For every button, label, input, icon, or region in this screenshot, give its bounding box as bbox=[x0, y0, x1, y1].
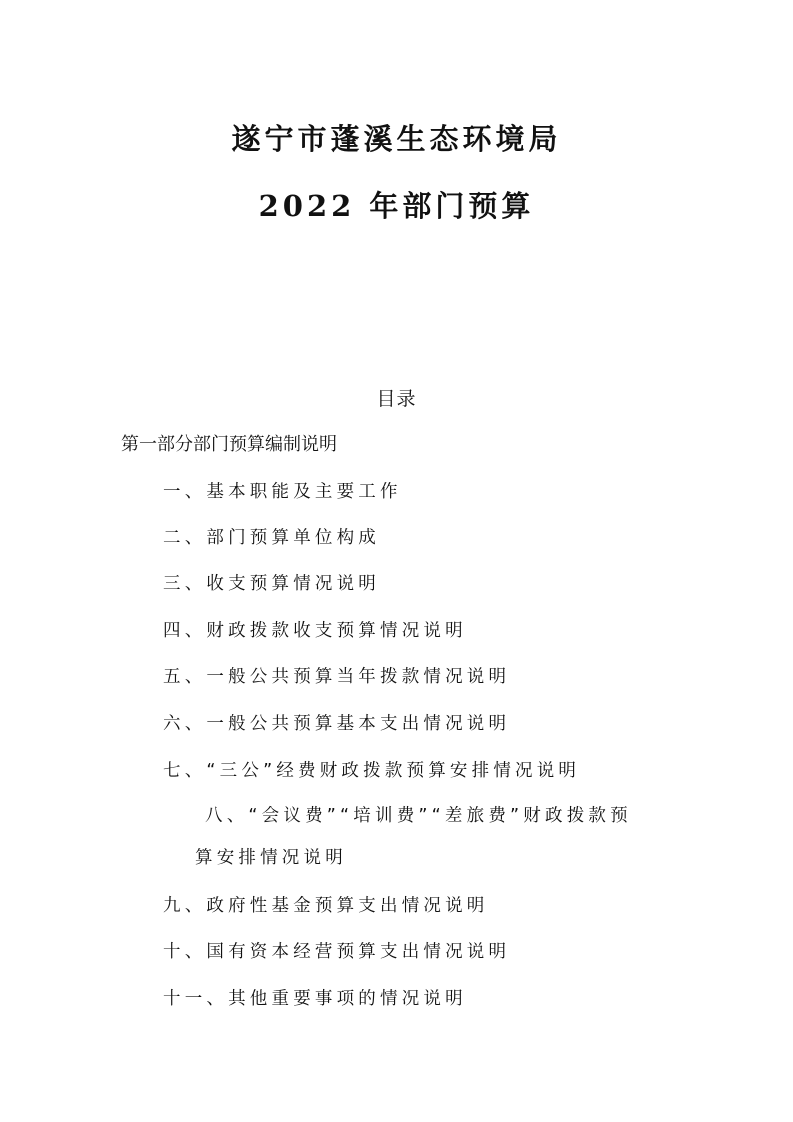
toc-item-8-line1: 八、“会议费”“培训费”“差旅费”财政拨款预 bbox=[205, 806, 632, 826]
toc-item-8-line2: 算安排情况说明 bbox=[195, 848, 347, 868]
toc-item-11: 十一、其他重要事项的情况说明 bbox=[163, 989, 467, 1009]
toc-item-6: 六、一般公共预算基本支出情况说明 bbox=[163, 714, 511, 734]
toc-item-10: 十、国有资本经营预算支出情况说明 bbox=[163, 942, 511, 962]
toc-item-7: 七、“三公”经费财政拨款预算安排情况说明 bbox=[163, 761, 581, 781]
toc-heading: 目录 bbox=[376, 388, 417, 410]
toc-item-1: 一、基本职能及主要工作 bbox=[163, 482, 402, 502]
toc-item-4: 四、财政拨款收支预算情况说明 bbox=[163, 621, 467, 641]
document-title-budget-year: 2022 年部门预算 bbox=[258, 189, 535, 223]
toc-item-5: 五、一般公共预算当年拨款情况说明 bbox=[163, 667, 511, 687]
toc-part-one-title: 第一部分部门预算编制说明 bbox=[121, 434, 337, 455]
toc-item-8 bbox=[195, 795, 685, 879]
toc-item-9: 九、政府性基金预算支出情况说明 bbox=[163, 896, 489, 916]
toc-item-3: 三、收支预算情况说明 bbox=[163, 574, 380, 594]
toc-item-2: 二、部门预算单位构成 bbox=[163, 528, 380, 548]
document-title-organization: 遂宁市蓬溪生态环境局 bbox=[231, 122, 562, 156]
